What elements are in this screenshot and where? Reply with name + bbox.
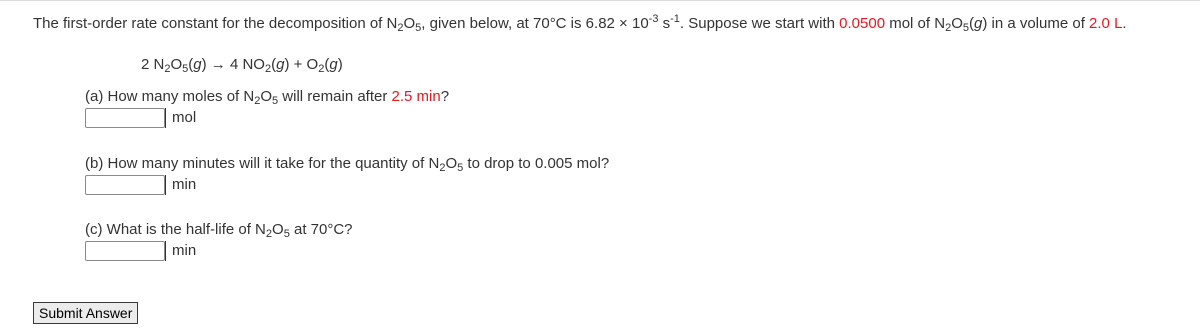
- problem-intro: The first-order rate constant for the decomposition of $N_2O_5$, given below, at 70°C is $6.82 \times 10^{-3}$ $s^{-1}$. Suppose we start with 0.0500 mol of $N_2O_5(g)$ in a volume of 2.0 L.: [33, 13, 1127, 34]
- part-b-question: (b) How many minutes will it take for the quantity of $N_2O_5$ to drop to 0.005 mol?: [85, 155, 610, 174]
- part-c-question: (c) What is the half-life of $N_2O_5$ at 70°C?: [85, 221, 353, 240]
- reaction-equation: 2 $N_2O_5(g) \to 4$ $NO_2(g) + O_2(g)$: [141, 56, 343, 75]
- volume-value: 2.0 L: [1089, 15, 1123, 32]
- part-b-unit: min: [165, 175, 225, 195]
- part-a-unit: mol: [165, 108, 225, 128]
- part-c-unit: min: [165, 241, 225, 261]
- part-a-answer-input[interactable]: [85, 108, 165, 128]
- submit-answer-button[interactable]: Submit Answer: [33, 302, 138, 324]
- part-a-question: (a) How many moles of $N_2O_5$ will remain after 2.5 min?: [85, 88, 450, 107]
- reaction-arrow: →: [206, 56, 230, 73]
- initial-amount: 0.0500: [839, 15, 886, 32]
- elapsed-time: 2.5 min: [391, 88, 441, 105]
- part-b-answer-input[interactable]: [85, 175, 165, 195]
- top-divider: [0, 0, 1200, 1]
- part-c-answer-input[interactable]: [85, 241, 165, 261]
